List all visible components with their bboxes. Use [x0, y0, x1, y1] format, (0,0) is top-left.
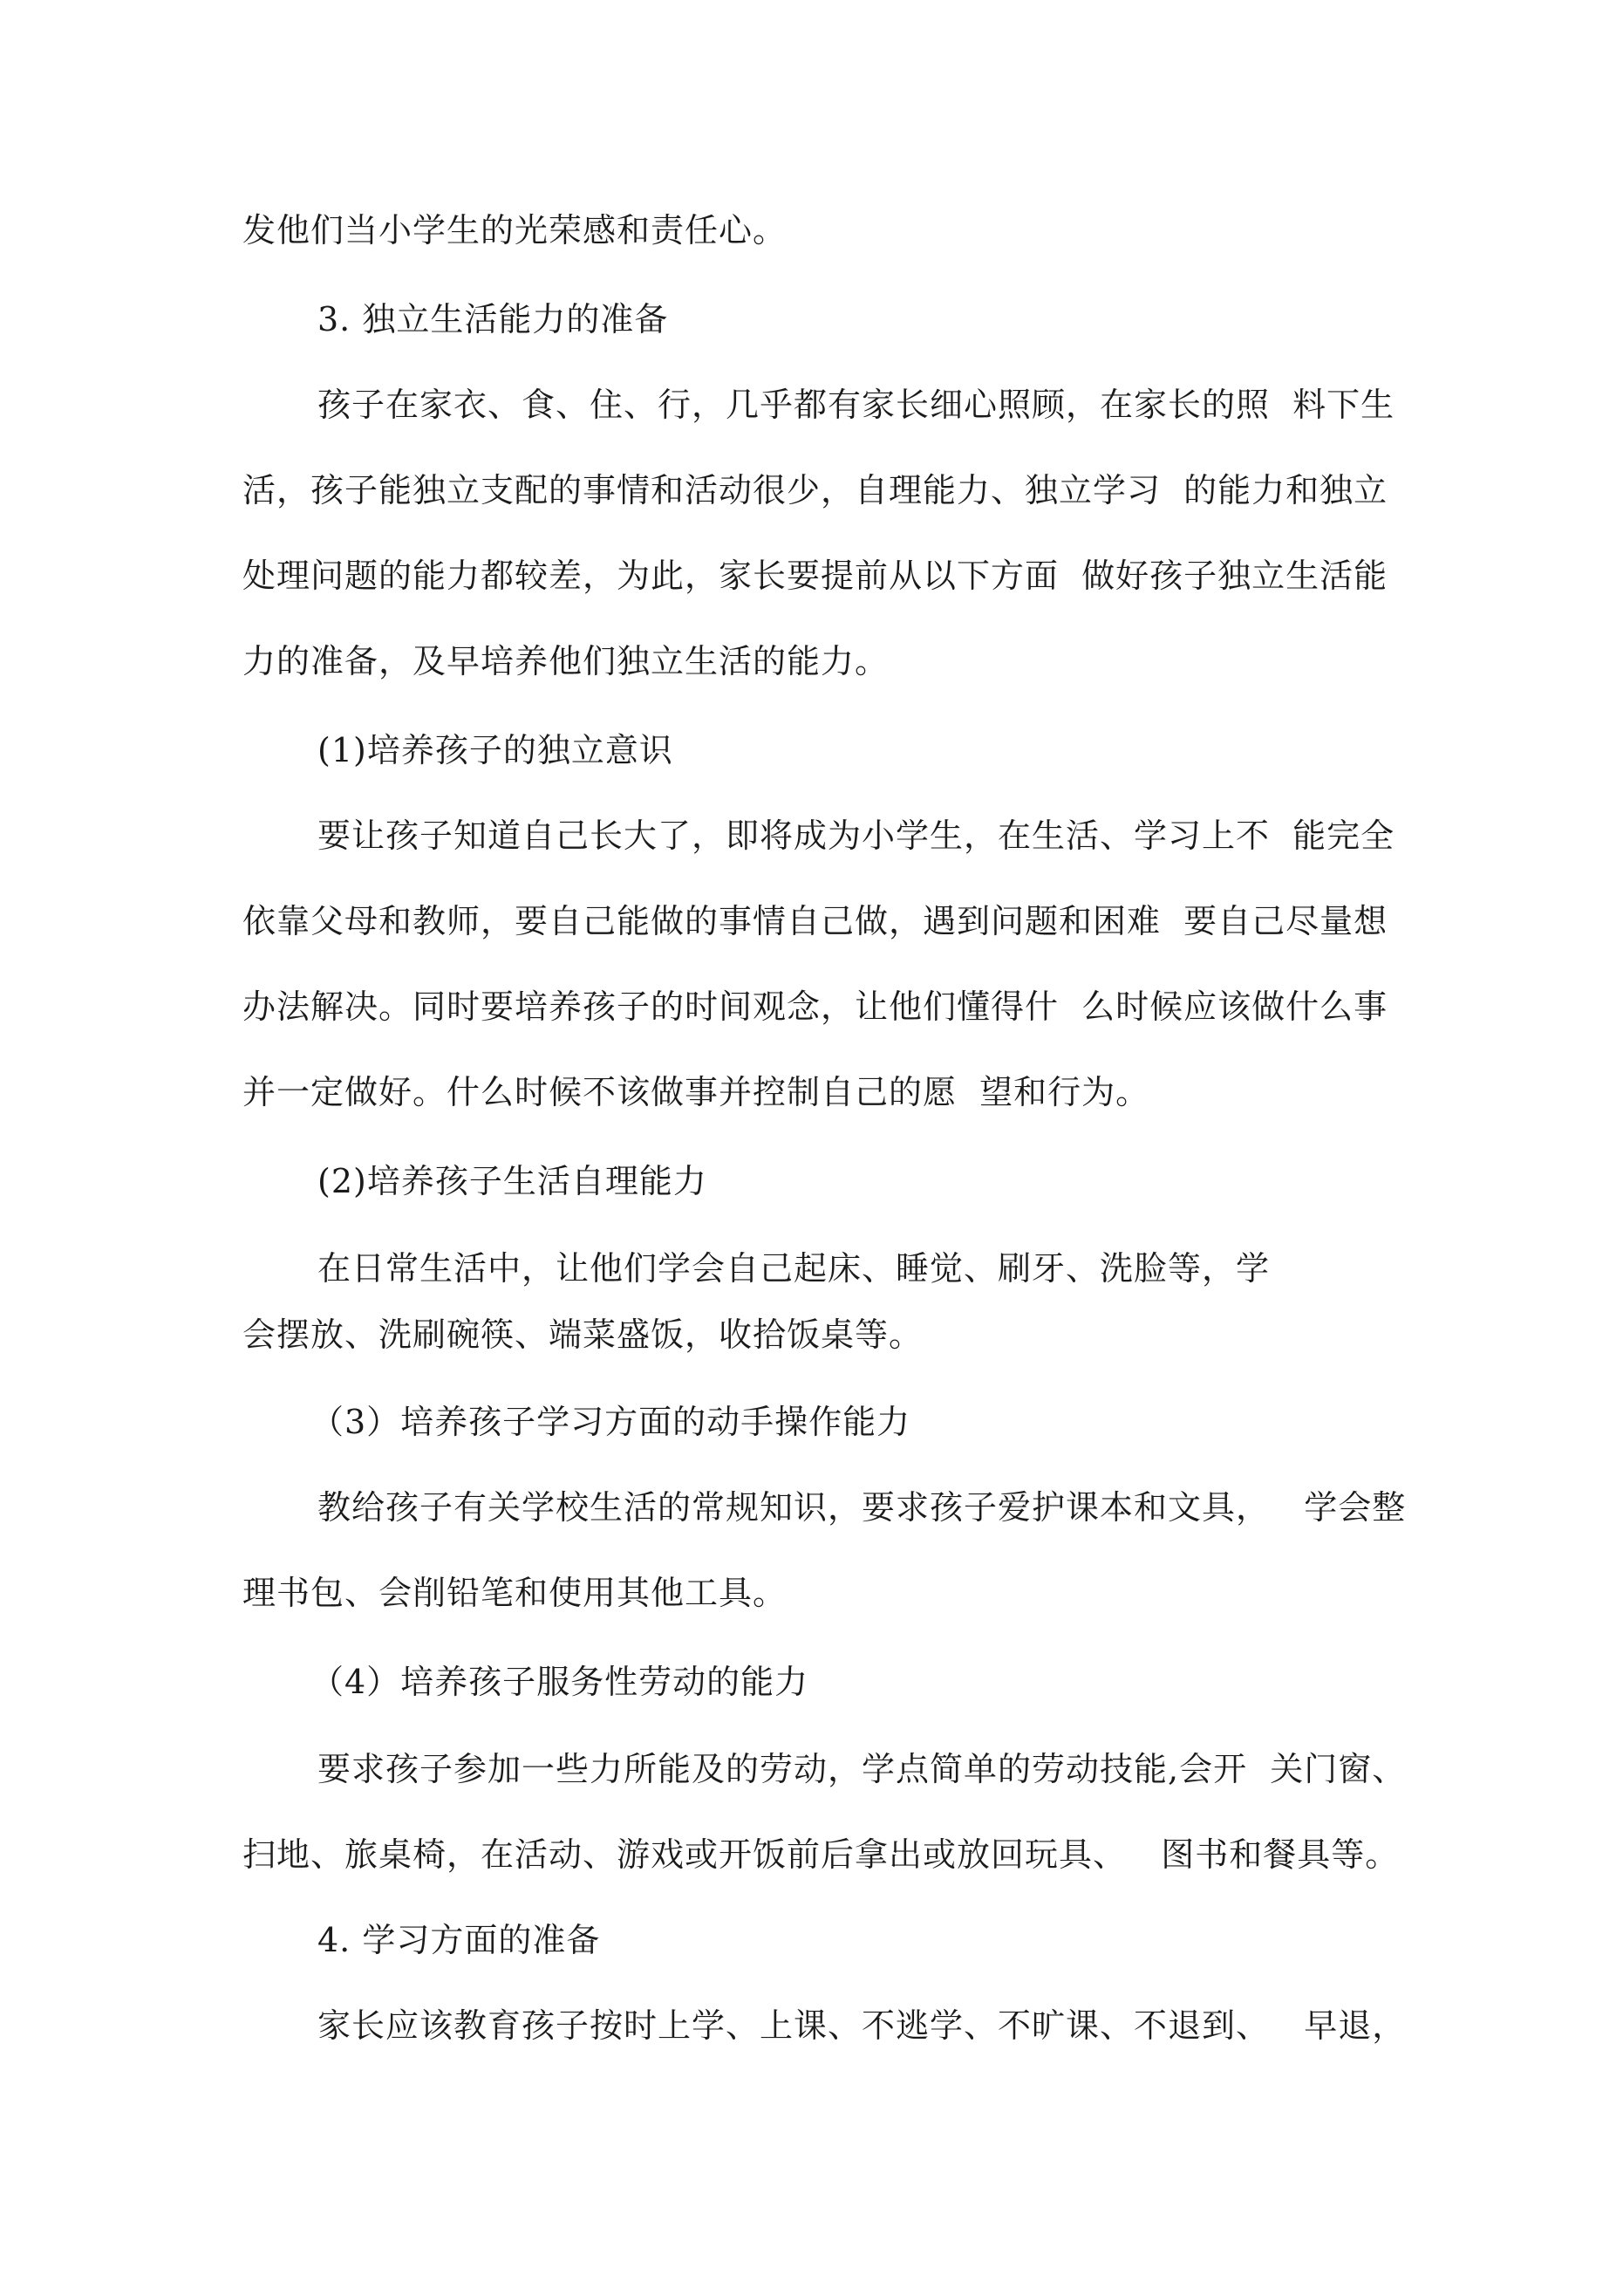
paragraph-line: 在日常生活中，让他们学会自己起床、睡觉、刷牙、洗脸等，学 — [317, 1249, 1271, 1288]
paragraph-line: 活，孩子能独立支配的事情和活动很少，自理能力、独立学习 的能力和独立 — [242, 471, 1388, 509]
paragraph-line: 扫地、旅桌椅，在活动、游戏或开饭前后拿出或放回玩具、 图书和餐具等。 — [242, 1835, 1400, 1874]
paragraph-line: 办法解决。同时要培养孩子的时间观念，让他们懂得什 么时候应该做什么事 — [242, 987, 1388, 1026]
paragraph-line: 要让孩子知道自己长大了，即将成为小学生，在生活、学习上不 能完全 — [317, 817, 1395, 855]
subsection-heading: (2)培养孩子生活自理能力 — [317, 1162, 707, 1200]
paragraph-line: 依靠父母和教师，要自己能做的事情自己做，遇到问题和困难 要自己尽量想 — [242, 902, 1388, 940]
paragraph-line: 处理问题的能力都较差，为此，家长要提前从以下方面 做好孩子独立生活能 — [242, 557, 1388, 595]
subsection-heading: （4）培养孩子服务性劳动的能力 — [310, 1663, 809, 1701]
paragraph-line: 会摆放、洗刷碗筷、端菜盛饭，收拾饭桌等。 — [242, 1315, 924, 1354]
paragraph-line: 理书包、会削铅笔和使用其他工具。 — [242, 1574, 788, 1612]
subsection-heading: (1)培养孩子的独立意识 — [317, 731, 673, 769]
paragraph-line: 孩子在家衣、食、住、行，几乎都有家长细心照顾，在家长的照 料下生 — [317, 386, 1395, 424]
section-heading: 4. 学习方面的准备 — [317, 1921, 601, 1959]
paragraph-line: 家长应该教育孩子按时上学、上课、不逃学、不旷课、不退到、 早退， — [317, 2006, 1407, 2045]
paragraph-line: 教给孩子有关学校生活的常规知识，要求孩子爱护课本和文具， 学会整 — [317, 1488, 1407, 1527]
paragraph-line: 发他们当小学生的光荣感和责任心。 — [242, 211, 788, 249]
subsection-heading: （3）培养孩子学习方面的动手操作能力 — [310, 1403, 911, 1441]
paragraph-line: 要求孩子参加一些力所能及的劳动，学点简单的劳动技能,会开 关门窗、 — [317, 1750, 1407, 1788]
paragraph-line: 并一定做好。什么时候不该做事并控制自己的愿 望和行为。 — [242, 1073, 1150, 1111]
section-heading: 3. 独立生活能力的准备 — [317, 300, 669, 338]
paragraph-line: 力的准备，及早培养他们独立生活的能力。 — [242, 642, 890, 680]
